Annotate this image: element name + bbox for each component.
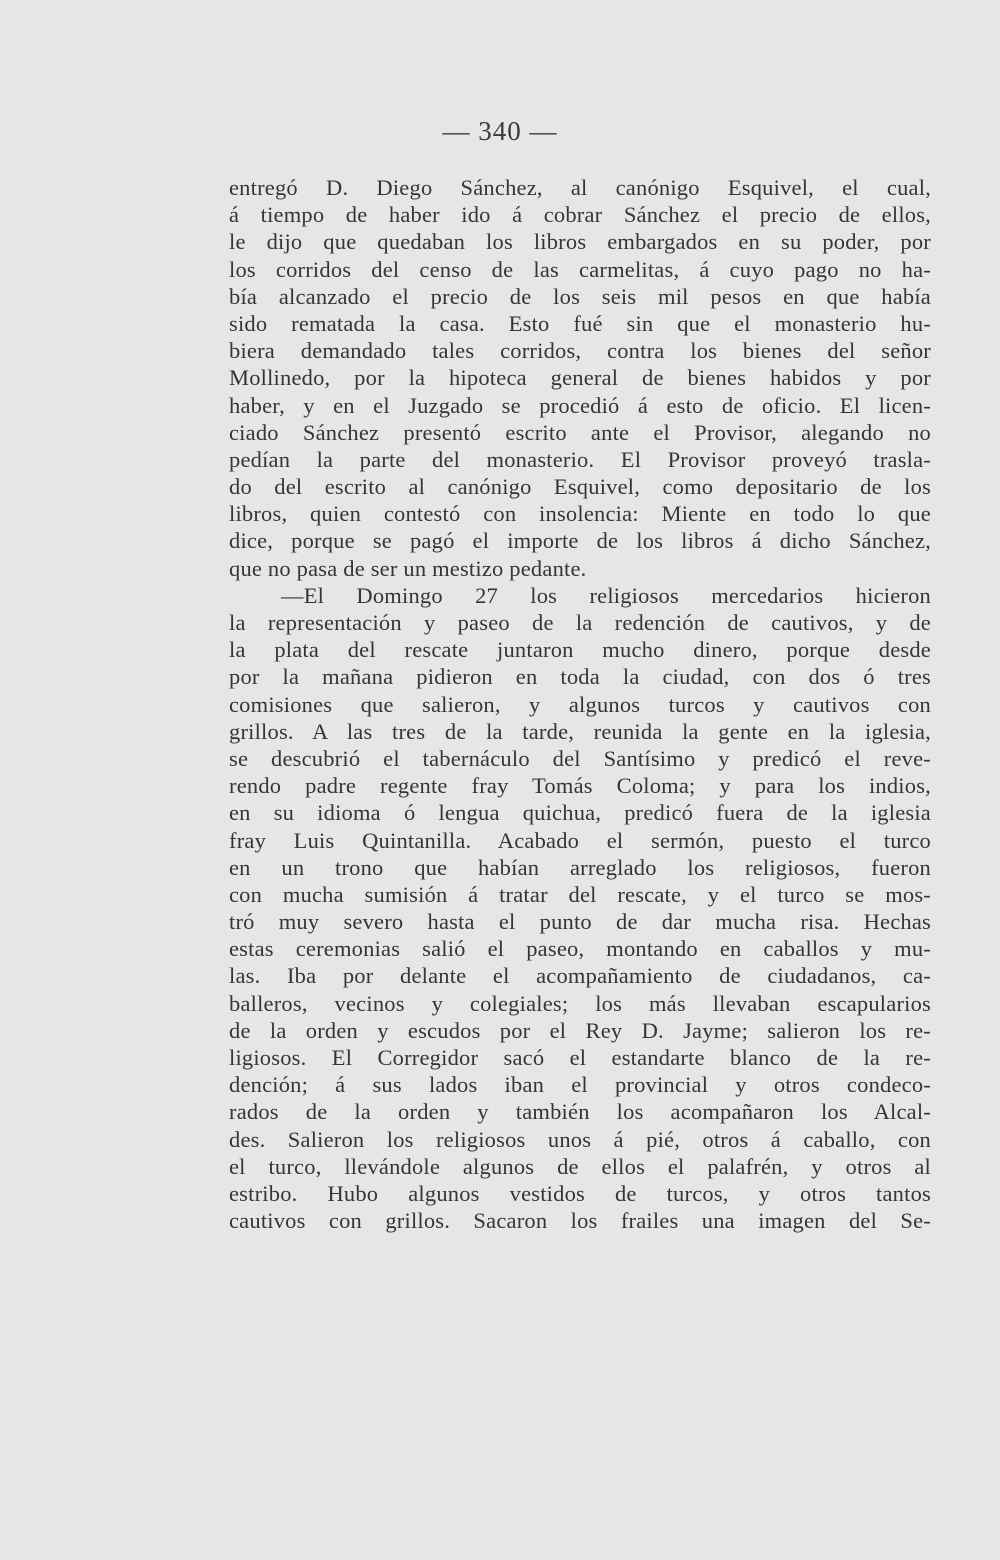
text-line: des. Salieron los religiosos unos á pié, otros á caballo, con — [229, 1126, 931, 1152]
text-line: entregó D. Diego Sánchez, al canónigo Esquivel, el cual, — [229, 175, 931, 200]
text-line: se descubrió el tabernáculo del Santísimo y predicó el reve- — [229, 745, 931, 771]
text-line: ciado Sánchez presentó escrito ante el Provisor, alegando no — [229, 419, 931, 445]
text-line: por la mañana pidieron en toda la ciudad, con dos ó tres — [229, 664, 931, 690]
text-line: balleros, vecinos y colegiales; los más llevaban escapularios — [229, 990, 931, 1016]
text-line: biera demandado tales corridos, contra los bienes del señor — [229, 338, 931, 364]
text-line: de la orden y escudos por el Rey D. Jayme; salieron los re- — [229, 1017, 931, 1043]
text-line: la plata del rescate juntaron mucho dinero, porque desde — [229, 637, 931, 663]
text-line: ligiosos. El Corregidor sacó el estandarte blanco de la re- — [229, 1045, 931, 1070]
text-line: rados de la orden y también los acompañaron los Alcal- — [229, 1099, 931, 1125]
text-line: —El Domingo 27 los religiosos mercedarios hicieron — [281, 582, 931, 608]
text-line: que no pasa de ser un mestizo pedante. — [229, 555, 587, 581]
text-line: dención; á sus lados iban el provincial y otros condeco- — [229, 1072, 931, 1098]
text-line: dice, porque se pagó el importe de los libros á dicho Sánchez, — [229, 528, 931, 554]
text-line: do del escrito al canónigo Esquivel, como depositario de los — [229, 474, 931, 500]
text-line: bía alcanzado el precio de los seis mil pesos en que había — [229, 283, 931, 309]
text-line: sido rematada la casa. Esto fué sin que el monasterio hu- — [229, 310, 931, 336]
text-line: los corridos del censo de las carmelitas, á cuyo pago no ha- — [229, 256, 931, 282]
page-number: — 340 — — [442, 116, 558, 146]
text-line: en su idioma ó lengua quichua, predicó fuera de la iglesia — [229, 800, 931, 826]
text-line: fray Luis Quintanilla. Acabado el sermón, puesto el turco — [229, 827, 931, 853]
text-line: en un trono que habían arreglado los religiosos, fueron — [229, 854, 931, 880]
text-line: á tiempo de haber ido á cobrar Sánchez el precio de ellos, — [229, 202, 931, 228]
body-text — [229, 174, 931, 1234]
text-line: estas ceremonias salió el paseo, montando en caballos y mu- — [229, 936, 931, 962]
text-line: grillos. A las tres de la tarde, reunida la gente en la iglesia, — [229, 718, 931, 744]
text-line: cautivos con grillos. Sacaron los frailes una imagen del Se- — [229, 1208, 931, 1234]
text-line: comisiones que salieron, y algunos turcos y cautivos con — [229, 691, 931, 717]
text-line: la representación y paseo de la redención de cautivos, y de — [229, 610, 931, 635]
text-line: el turco, llevándole algunos de ellos el palafrén, y otros al — [229, 1153, 931, 1179]
text-line: libros, quien contestó con insolencia: Miente en todo lo que — [229, 501, 931, 527]
text-line: pedían la parte del monasterio. El Provisor proveyó trasla- — [229, 446, 931, 472]
text-line: Mollinedo, por la hipoteca general de bienes habidos y por — [229, 365, 931, 391]
text-line: con mucha sumisión á tratar del rescate, y el turco se mos- — [229, 881, 931, 907]
text-line: le dijo que quedaban los libros embargados en su poder, por — [229, 229, 931, 255]
text-line: tró muy severo hasta el punto de dar mucha risa. Hechas — [229, 909, 931, 935]
text-line: estribo. Hubo algunos vestidos de turcos, y otros tantos — [229, 1180, 931, 1206]
text-line: rendo padre regente fray Tomás Coloma; y para los indios, — [229, 773, 931, 799]
text-line: las. Iba por delante el acompañamiento de ciudadanos, ca- — [229, 963, 931, 989]
text-line: haber, y en el Juzgado se procedió á esto de oficio. El licen- — [229, 392, 931, 418]
